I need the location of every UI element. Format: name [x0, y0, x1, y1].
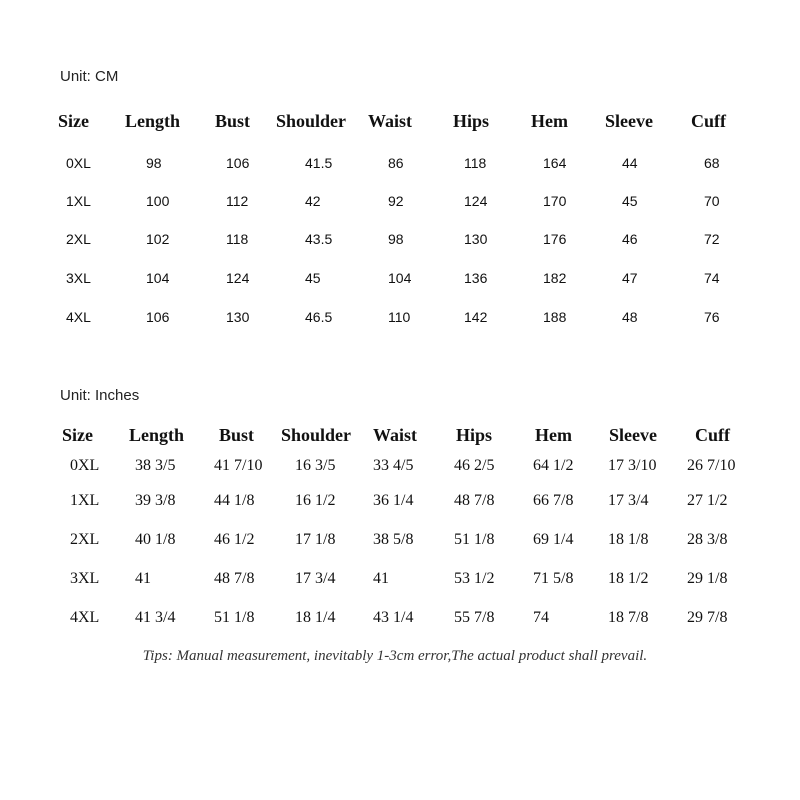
table-cell: 70: [704, 193, 720, 209]
table-header-cm: [0, 106, 800, 136]
table-cell: 130: [464, 231, 488, 247]
column-header: Hem: [531, 111, 568, 131]
column-header: Size: [58, 111, 89, 131]
table-row: [0, 186, 800, 216]
table-cell: 104: [146, 270, 170, 286]
column-header: Bust: [215, 111, 251, 131]
table-cell: 17 3/4: [295, 570, 336, 587]
table-row: [0, 224, 800, 254]
table-cell: 17 3/10: [608, 457, 657, 474]
size-cell: 3XL: [66, 270, 91, 286]
column-header: Waist: [373, 425, 418, 445]
table-cell: 46.5: [305, 309, 333, 325]
table-cell: 41 7/10: [214, 457, 263, 474]
table-cell: 18 1/4: [295, 609, 336, 626]
column-header: Waist: [368, 111, 413, 131]
table-cell: 18 1/2: [608, 570, 649, 587]
table-cell: 118: [226, 231, 249, 247]
table-cell: 16 3/5: [295, 457, 336, 474]
column-header: Size: [62, 425, 93, 445]
table-cell: 64 1/2: [533, 457, 574, 474]
table-cell: 43.5: [305, 231, 333, 247]
column-header: Hem: [535, 425, 572, 445]
table-cell: 17 1/8: [295, 531, 336, 548]
size-cell: 4XL: [66, 309, 91, 325]
table-cell: 38 3/5: [135, 457, 176, 474]
table-cell: 69 1/4: [533, 531, 574, 548]
unit-label-inches: Unit: Inches: [60, 387, 140, 404]
table-row: [0, 302, 800, 332]
table-cell: 71 5/8: [533, 570, 574, 587]
table-cell: 130: [226, 309, 250, 325]
table-cell: 41.5: [305, 155, 333, 171]
table-cell: 124: [226, 270, 250, 286]
size-cell: 0XL: [70, 457, 100, 474]
table-cell: 26 7/10: [687, 457, 736, 474]
table-cell: 45: [305, 270, 321, 286]
table-cell: 112: [226, 193, 249, 209]
table-row: [0, 148, 800, 178]
table-cell: 44: [622, 155, 638, 171]
column-header: Length: [129, 425, 185, 445]
table-row: [0, 451, 800, 481]
table-cell: 53 1/2: [454, 570, 495, 587]
column-header: Cuff: [695, 425, 730, 445]
table-cell: 176: [543, 231, 567, 247]
table-cell: 48 7/8: [454, 492, 495, 509]
table-cell: 68: [704, 155, 720, 171]
table-row: [0, 486, 800, 516]
table-cell: 66 7/8: [533, 492, 574, 509]
table-cell: 182: [543, 270, 567, 286]
table-cell: 17 3/4: [608, 492, 649, 509]
table-cell: 136: [464, 270, 488, 286]
table-cell: 98: [388, 231, 404, 247]
table-cell: 164: [543, 155, 567, 171]
table-cell: 43 1/4: [373, 609, 414, 626]
table-cell: 104: [388, 270, 412, 286]
table-cell: 39 3/8: [135, 492, 176, 509]
table-cell: 74: [704, 270, 720, 286]
table-header-inches: [0, 420, 800, 450]
table-cell: 41: [373, 570, 389, 587]
table-cell: 98: [146, 155, 162, 171]
table-cell: 29 1/8: [687, 570, 728, 587]
column-header: Hips: [453, 111, 490, 131]
table-cell: 106: [146, 309, 170, 325]
table-cell: 44 1/8: [214, 492, 255, 509]
table-cell: 38 5/8: [373, 531, 414, 548]
table-cell: 42: [305, 193, 321, 209]
column-header: Cuff: [691, 111, 726, 131]
table-cell: 18 7/8: [608, 609, 649, 626]
size-cell: 1XL: [66, 193, 91, 209]
table-cell: 124: [464, 193, 488, 209]
table-cell: 106: [226, 155, 250, 171]
table-cell: 188: [543, 309, 567, 325]
table-cell: 92: [388, 193, 404, 209]
table-cell: 36 1/4: [373, 492, 414, 509]
table-cell: 51 1/8: [454, 531, 495, 548]
table-cell: 33 4/5: [373, 457, 414, 474]
table-cell: 45: [622, 193, 638, 209]
table-cell: 46 1/2: [214, 531, 255, 548]
table-cell: 118: [464, 155, 487, 171]
table-cell: 72: [704, 231, 720, 247]
table-cell: 28 3/8: [687, 531, 728, 548]
table-row: [0, 525, 800, 555]
column-header: Shoulder: [281, 425, 352, 445]
table-cell: 102: [146, 231, 170, 247]
table-cell: 76: [704, 309, 720, 325]
size-cell: 2XL: [70, 531, 100, 548]
table-cell: 48: [622, 309, 638, 325]
column-header: Sleeve: [605, 111, 653, 131]
table-cell: 86: [388, 155, 404, 171]
table-cell: 100: [146, 193, 170, 209]
size-cell: 4XL: [70, 609, 100, 626]
table-cell: 29 7/8: [687, 609, 728, 626]
size-cell: 2XL: [66, 231, 91, 247]
size-cell: 1XL: [70, 492, 100, 509]
table-cell: 47: [622, 270, 638, 286]
table-cell: 18 1/8: [608, 531, 649, 548]
size-cell: 0XL: [66, 155, 91, 171]
table-cell: 16 1/2: [295, 492, 336, 509]
column-header: Hips: [456, 425, 493, 445]
table-cell: 40 1/8: [135, 531, 176, 548]
table-cell: 110: [388, 309, 411, 325]
table-cell: 51 1/8: [214, 609, 255, 626]
table-cell: 41: [135, 570, 151, 587]
table-cell: 46 2/5: [454, 457, 495, 474]
table-cell: 142: [464, 309, 488, 325]
unit-label-cm: Unit: CM: [60, 68, 119, 85]
table-row: [0, 263, 800, 293]
table-cell: 55 7/8: [454, 609, 495, 626]
table-cell: 170: [543, 193, 567, 209]
column-header: Shoulder: [276, 111, 347, 131]
table-cell: 74: [533, 609, 549, 626]
table-cell: 41 3/4: [135, 609, 176, 626]
measurement-tips: Tips: Manual measurement, inevitably 1-3cm error,The actual product shall prevail.: [142, 648, 648, 664]
column-header: Length: [125, 111, 181, 131]
column-header: Sleeve: [609, 425, 657, 445]
table-cell: 46: [622, 231, 638, 247]
table-cell: 27 1/2: [687, 492, 728, 509]
table-row: [0, 603, 800, 633]
size-cell: 3XL: [70, 570, 100, 587]
table-cell: 48 7/8: [214, 570, 255, 587]
column-header: Bust: [219, 425, 255, 445]
table-row: [0, 564, 800, 594]
